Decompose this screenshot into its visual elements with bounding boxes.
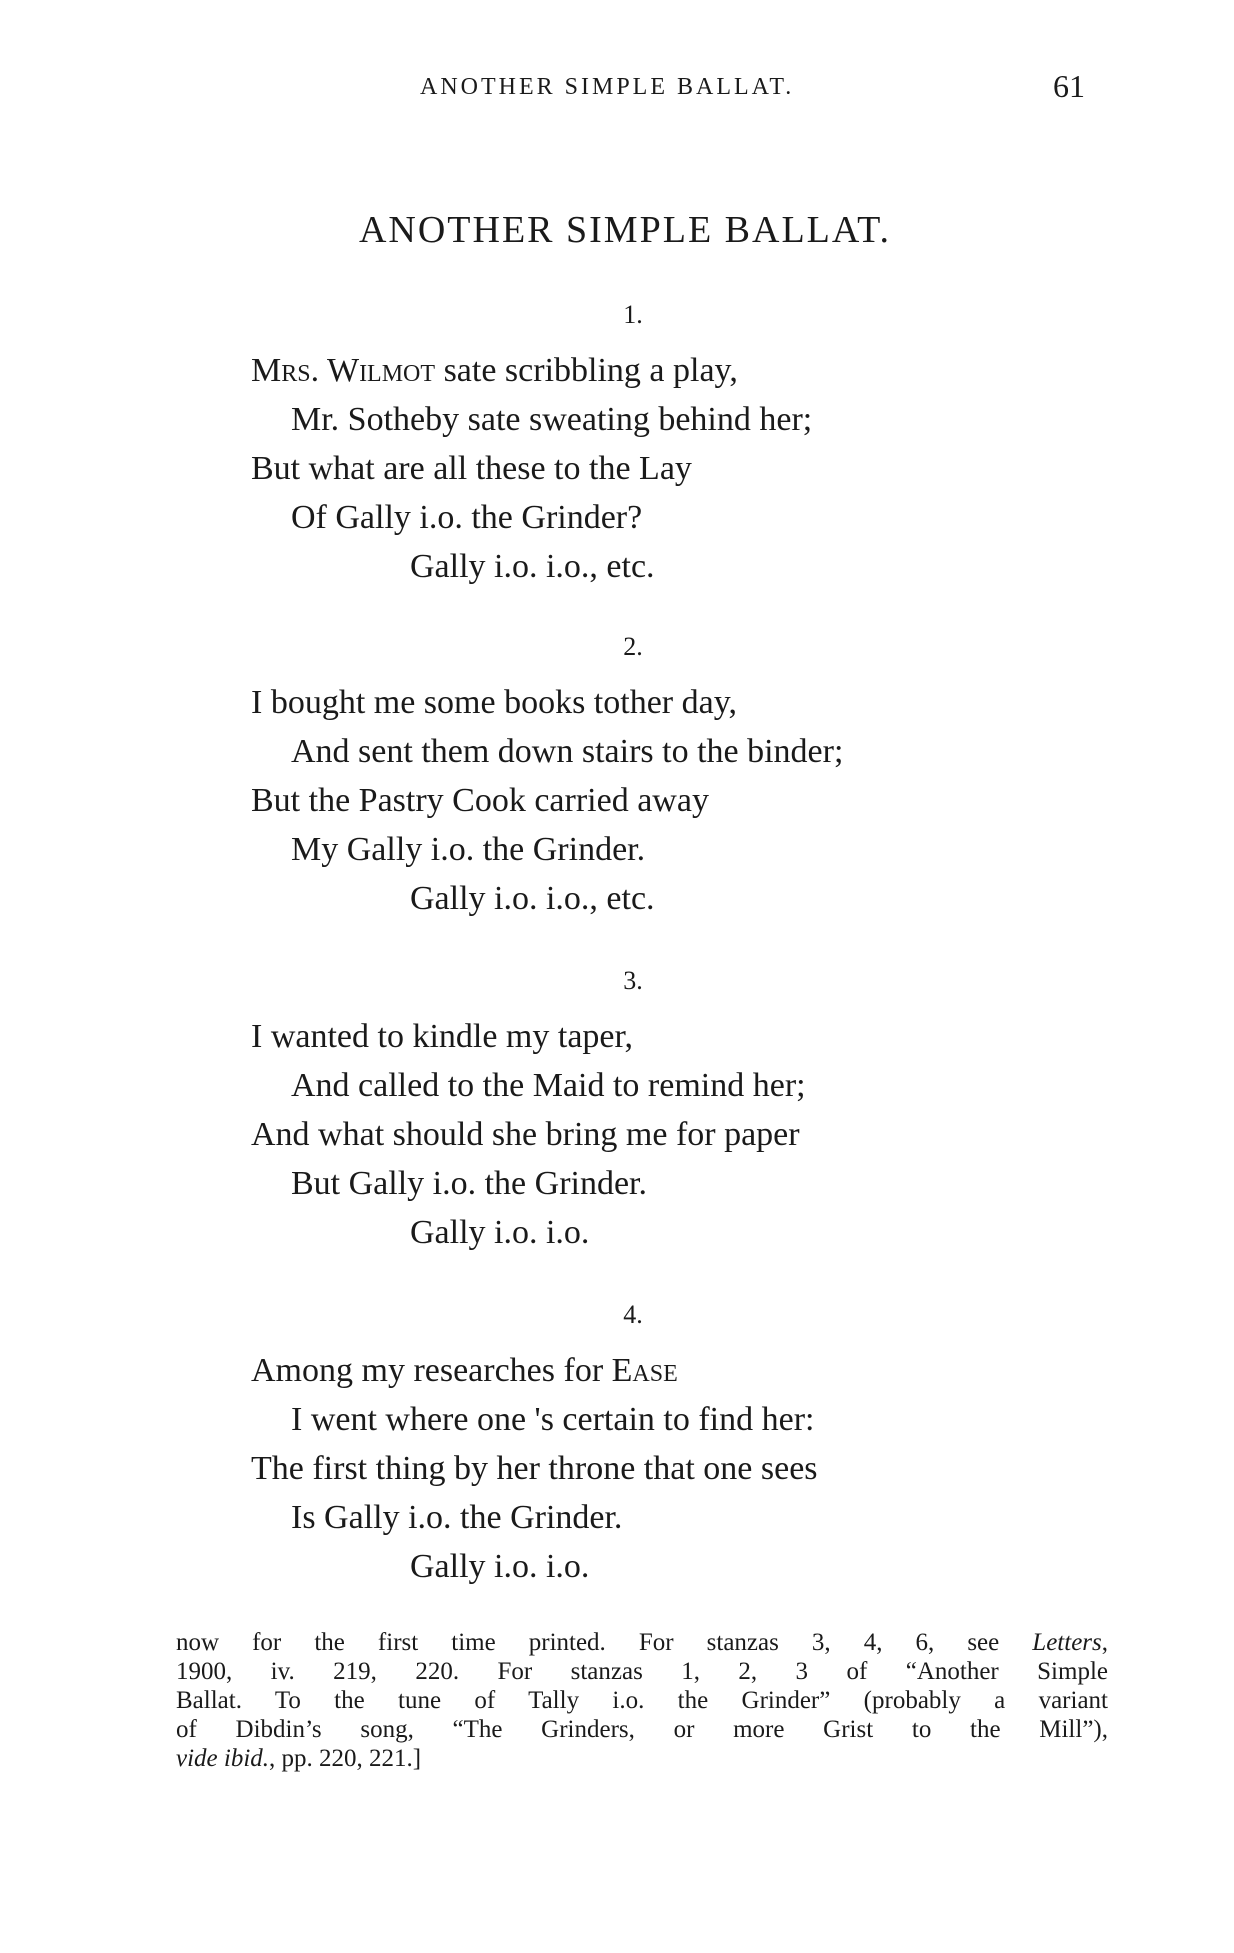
footnote-italic: Letters [1032,1629,1102,1656]
footnote-line: of Dibdin’s song, “The Grinders, or more Grist to the Mill”), [176,1716,1108,1743]
verse-line: I bought me some books tother day, [251,684,737,721]
stanza-number: 3. [623,966,643,995]
verse-line: But Gally i.o. the Grinder. [291,1165,648,1202]
footnote-line [176,1628,1108,1657]
footnote-text: , pp. 220, 221.] [269,1745,422,1772]
refrain-line: Gally i.o. i.o., etc. [410,880,655,917]
verse-line: And sent them down stairs to the binder; [291,733,844,770]
footnote-italic: vide ibid. [176,1745,270,1772]
footnote-text: , [1101,1629,1108,1656]
verse-line: And called to the Maid to remind her; [291,1067,806,1104]
refrain-line: Gally i.o. i.o., etc. [410,548,655,585]
ease-small-caps: Ease [611,1352,678,1389]
verse-text: Among my researches for [251,1352,612,1389]
name-small-caps: Mrs. Wilmot [251,352,436,389]
footnote [176,1628,1108,1773]
verse-line: But what are all these to the Lay [251,450,692,487]
verse-line: Is Gally i.o. the Grinder. [291,1499,623,1536]
footnote-text: now for the first time printed. For stanzas 3, 4, 6, see [176,1629,1033,1656]
refrain-line: Gally i.o. i.o. [410,1214,590,1251]
stanza-number: 2. [623,632,643,661]
poem-title: ANOTHER SIMPLE BALLAT. [358,209,891,251]
verse-line: The first thing by her throne that one sees [251,1450,818,1487]
verse-line: My Gally i.o. the Grinder. [291,831,646,868]
verse-line: I went where one 's certain to find her: [291,1401,815,1438]
running-head [0,68,1234,114]
footnote-line: 1900, iv. 219, 220. For stanzas 1, 2, 3 of “Another Simple [176,1658,1108,1685]
verse-line [251,1352,678,1390]
verse-line: And what should she bring me for paper [251,1116,800,1153]
stanza-number: 1. [623,300,643,329]
page-number: 61 [1053,68,1085,104]
footnote-line [176,1744,1108,1773]
stanza-number: 4. [623,1300,643,1329]
verse-line: But the Pastry Cook carried away [251,782,709,819]
verse-line: Of Gally i.o. the Grinder? [291,499,643,536]
refrain-line: Gally i.o. i.o. [410,1548,590,1585]
footnote-line: Ballat. To the tune of Tally i.o. the Grinder” (probably a variant [176,1687,1108,1714]
verse-text: sate scribbling a play, [435,352,738,389]
running-title: ANOTHER SIMPLE BALLAT. [420,74,795,100]
verse-line: I wanted to kindle my taper, [251,1018,633,1055]
verse-line [251,352,738,390]
verse-line: Mr. Sotheby sate sweating behind her; [291,401,813,438]
